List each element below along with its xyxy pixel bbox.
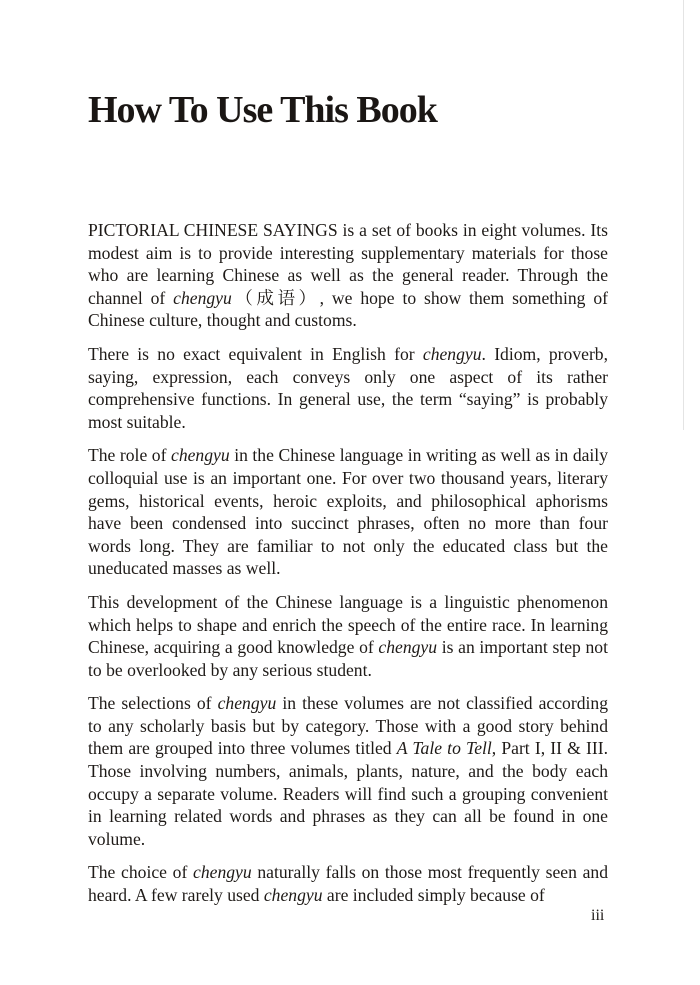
paragraph-selections [88, 692, 608, 850]
text-segment: The role of [88, 445, 172, 466]
paragraph-role [88, 444, 608, 580]
text-segment: is an important step not to be overlooked by any serious student. [88, 637, 608, 680]
paragraph-equivalent [88, 343, 608, 433]
text-segment: are included simply because of [322, 885, 545, 906]
text-segment: There is no exact equivalent in English for [88, 343, 423, 364]
text-segment: PICTORIAL CHINESE SAYINGS is a set of books in eight volumes. Its modest aim is to provide interesting supplementary materials for those who are learning Chinese as well as the general reader. Through the channel of [88, 220, 608, 308]
body-text [88, 219, 608, 918]
italic-term: chengyu [378, 637, 438, 658]
italic-term: chengyu [263, 885, 323, 906]
text-segment: , Part I, II & III. Those involving numbers, animals, plants, nature, and the body each occupy a separate volume. Readers will find such a grouping convenient in learning related words and phrases as they can all be found in one volume. [88, 738, 608, 849]
paragraph-intro [88, 219, 608, 332]
text-segment: naturally falls on those most frequently seen and heard. A few rarely used [88, 862, 608, 906]
page-edge-divider [683, 0, 684, 430]
text-segment: in these volumes are not classified according to any scholarly basis but by category. Those with a good story behind them are grouped into three volumes titled [88, 693, 608, 759]
italic-term: chengyu [217, 693, 277, 714]
italic-term: chengyu [173, 287, 232, 308]
paragraph-development [88, 591, 608, 681]
paragraph-choice [88, 861, 608, 906]
page-title: How To Use This Book [88, 89, 437, 131]
text-segment: This development of the Chinese language is a linguistic phenomenon which helps to shape and enrich the speech of the entire race. In learning Chinese, acquiring a good knowledge of [88, 591, 608, 658]
text-segment: . Idiom, proverb, saying, expression, each conveys only one aspect of its rather comprehensive functions. In general use, the term “saying” is probably most suitable. [88, 343, 608, 432]
italic-term: chengyu [171, 445, 230, 466]
italic-term: chengyu [422, 343, 482, 364]
page-number: iii [591, 907, 605, 924]
italic-book-title: A Tale to Tell [396, 738, 492, 759]
text-segment: The choice of [88, 862, 194, 883]
text-segment: （成语）, we hope to show them something of Chinese culture, thought and customs. [88, 287, 608, 331]
text-segment: in the Chinese language in writing as well as in daily colloquial use is an important one. For over two thousand years, literary gems, historical events, heroic exploits, and philosophical aphorisms have been condensed into succinct phrases, often no more than four words long. They are familiar to not only the educated class but the uneducated masses as well. [88, 445, 608, 579]
text-segment: The selections of [88, 693, 218, 714]
italic-term: chengyu [193, 862, 252, 883]
